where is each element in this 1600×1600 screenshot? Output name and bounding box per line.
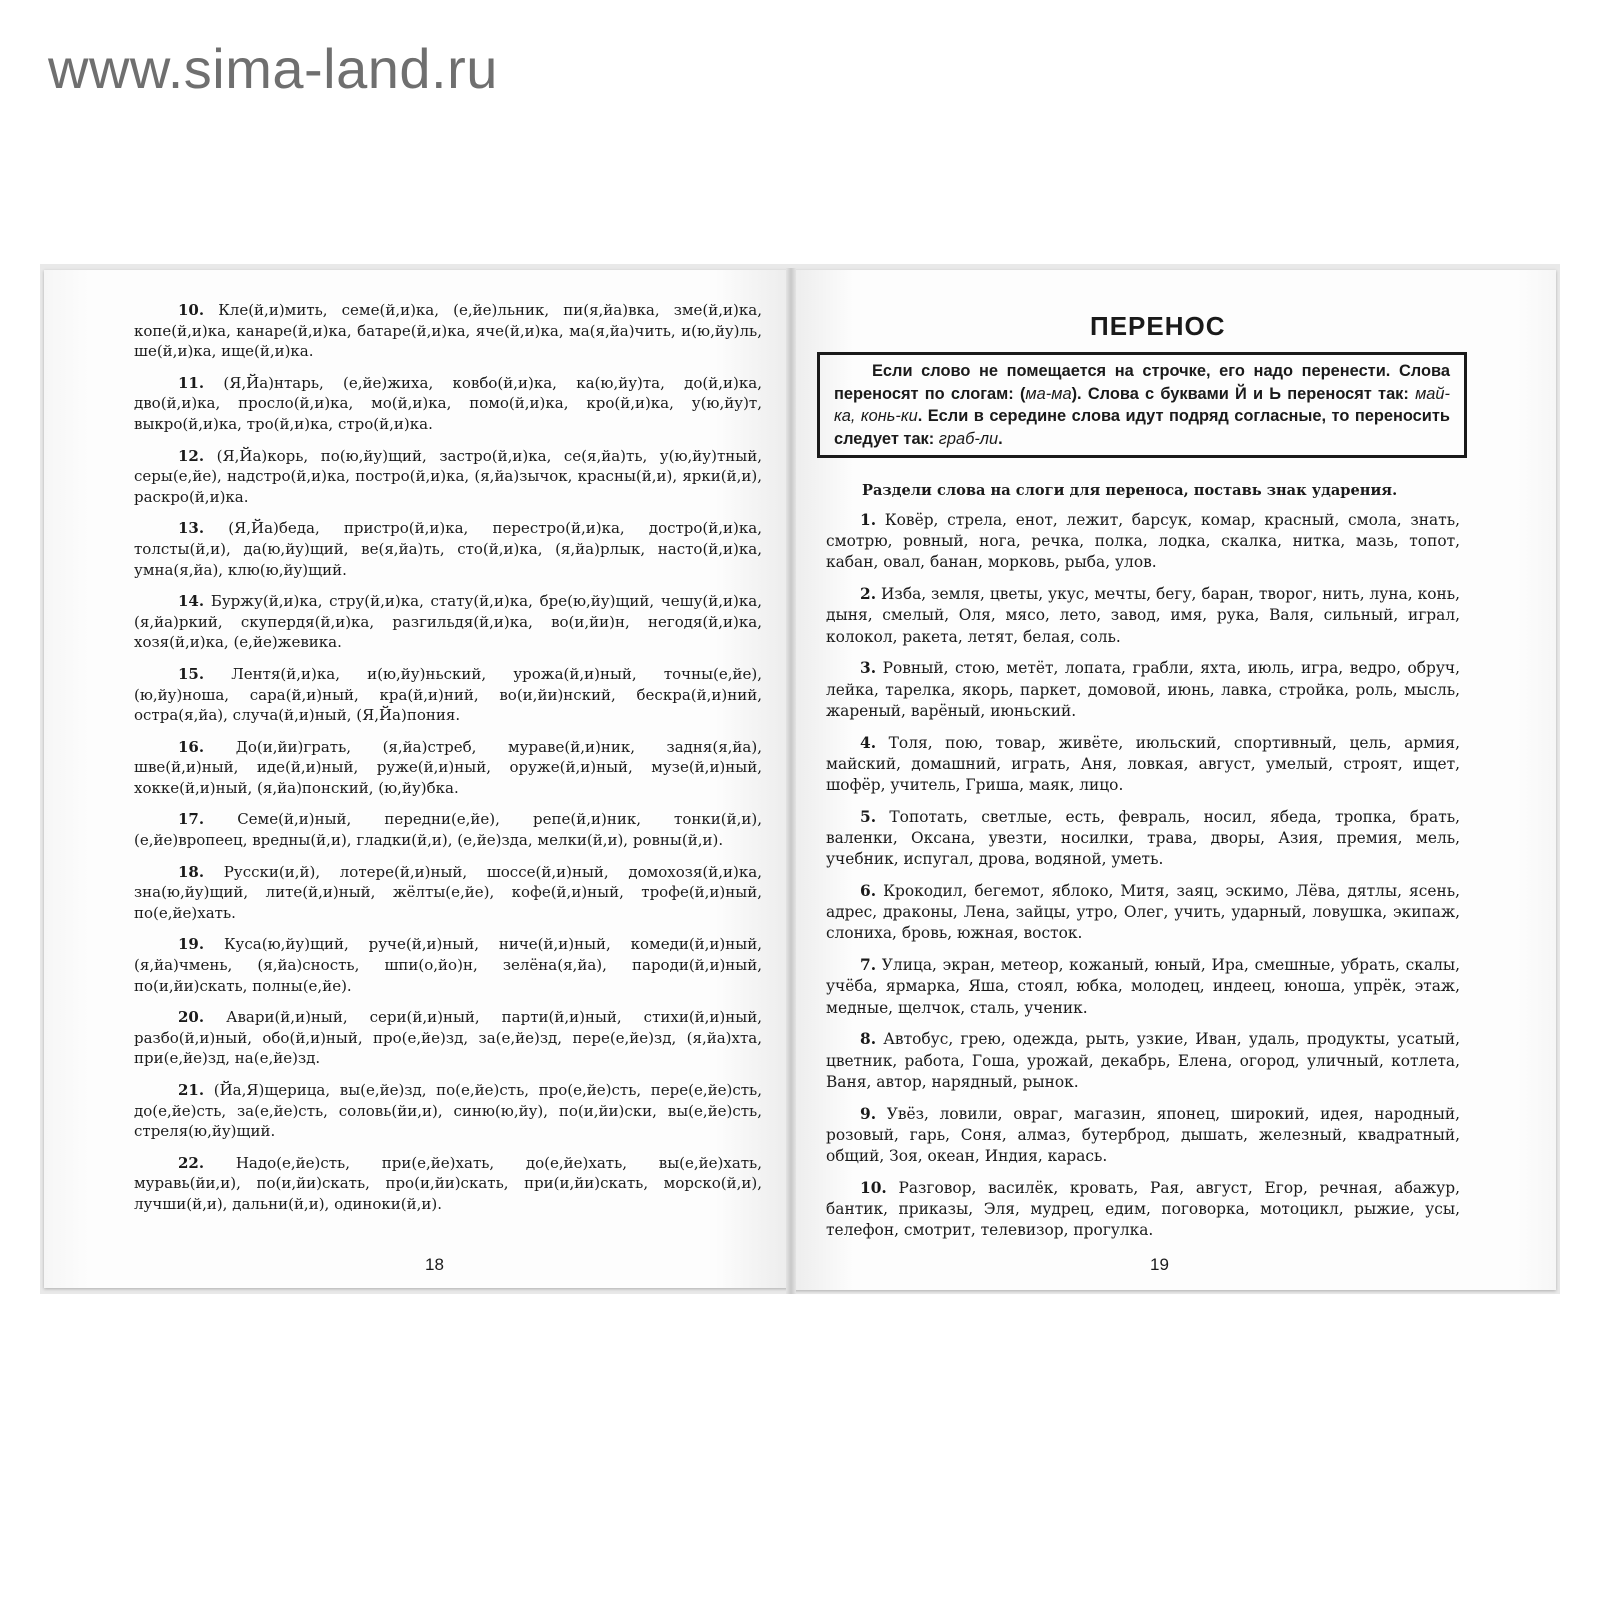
exercise-number: 7. [860, 956, 877, 975]
exercise-number: 16. [178, 737, 205, 756]
exercise [134, 1153, 762, 1215]
exercise-text: Изба, земля, цветы, укус, мечты, бегу, баран, творог, нить, луна, конь, дыня, смелый, Оля, мясо, лето, завод, имя, рука, Валя, сильный, играл, колокол, ракета, летят, белая, соль. [826, 585, 1460, 646]
exercise-text: Надо(е,йе)сть, при(е,йе)хать, до(е,йе)хать, вы(е,йе)хать, муравь(йи,и), по(и,йи)скать, про(и,йи)скать, при(и,йи)скать, морско(й,и), лучши(й,и), дальни(й,и), одиноки(й,и). [134, 1153, 762, 1213]
exercise [826, 807, 1460, 871]
exercise [826, 955, 1460, 1019]
exercise-text: (Я,Йа)беда, пристро(й,и)ка, перестро(й,и)ка, достро(й,и)ка, толсты(й,и), да(ю,йу)щий, ве(я,йа)ть, сто(й,и)ка, (я,йа)рлык, насто(й,и)ка, умна(я,йа), клю(ю,йу)щий. [134, 519, 762, 579]
rule-example: ма-ма [1025, 384, 1072, 403]
exercise-number: 10. [178, 301, 205, 319]
page-heading: ПЕРЕНОС [1090, 311, 1226, 341]
rule-text: ). Слова с буквами Й и Ь переносят так: [1071, 384, 1416, 403]
rule-text: Если слово не помещается на строчке, его надо перенести. Слова переносят по слогам: ( [834, 362, 1450, 403]
exercise-text: Куса(ю,йу)щий, руче(й,и)ный, ниче(й,и)ный, комеди(й,и)ный, (я,йа)чмень, (я,йа)сность, шпи(о,йо)н, зелёна(я,йа), пароди(й,и)ный, по(и,йи)скать, полны(е,йе). [134, 935, 762, 995]
exercise-number: 1. [860, 511, 877, 529]
exercise [826, 584, 1460, 648]
exercise [134, 1007, 762, 1069]
exercise-text: До(и,йи)грать, (я,йа)стреб, мураве(й,и)ник, задня(я,йа), шве(й,и)ный, иде(й,и)ный, руже(й,и)ный, оруже(й,и)ный, музе(й,и)ный, хокке(й,и)ный, (я,йа)понский, (ю,йу)бка. [134, 737, 762, 797]
exercise-text: Лентя(й,и)ка, и(ю,йу)ньский, урожа(й,и)ный, точны(е,йе), (ю,йу)ноша, сара(й,и)ный, кра(й,и)ний, во(и,йи)нский, бескра(й,и)ний, остра(я,йа), случа(й,и)ный, (Я,Йа)пония. [134, 664, 762, 725]
exercise-text: Авари(й,и)ный, сери(й,и)ный, парти(й,и)ный, стихи(й,и)ный, разбо(й,и)ный, обо(й,и)ный, про(е,йе)зд, за(е,йе)зд, пере(е,йе)зд, (я,йа)хта, при(е,йе)зд, на(е,йе)зд. [134, 1008, 762, 1068]
exercise-number: 9. [860, 1104, 877, 1123]
exercise [826, 658, 1460, 722]
exercise [134, 446, 762, 508]
left-exercise-list [134, 300, 762, 1226]
exercise [134, 518, 762, 580]
exercise-number: 22. [178, 1153, 205, 1172]
rule-text: . [998, 429, 1003, 448]
exercise [134, 300, 762, 362]
exercise [134, 809, 762, 850]
exercise-number: 5. [860, 807, 877, 826]
exercise-text: Кле(й,и)мить, семе(й,и)ка, (е,йе)льник, пи(я,йа)вка, зме(й,и)ка, копе(й,и)ка, канаре(й,и)ка, батаре(й,и)ка, яче(й,и)ка, ма(я,йа)чить, и(ю,йу)ль, ше(й,и)ка, ище(й,и)ка. [134, 301, 762, 361]
exercise [134, 862, 762, 924]
exercise [134, 737, 762, 799]
exercise-text: (Я,Йа)корь, по(ю,йу)щий, застро(й,и)ка, се(я,йа)ть, у(ю,йу)тный, серы(е,йе), надстро(й,и)ка, постро(й,и)ка, (я,йа)зычок, красны(й,и), ярки(й,и), раскро(й,и)ка. [134, 446, 762, 506]
exercise-text: (Йа,Я)щерица, вы(е,йе)зд, по(е,йе)сть, про(е,йе)сть, пере(е,йе)сть, до(е,йе)сть, за(е,йе)сть, соловь(йи,и), синю(ю,йу), по(и,йи)ски, вы(е,йе)сть, стреля(ю,йу)щий. [134, 1081, 762, 1141]
exercise [134, 1080, 762, 1142]
exercise-number: 19. [178, 935, 205, 954]
page-number-left: 18 [425, 1255, 444, 1274]
exercise-number: 3. [860, 659, 877, 678]
exercise-text: Разговор, василёк, кровать, Рая, август, Егор, речная, абажур, бантик, приказы, Эля, мудрец, едим, поговорка, мотоцикл, рыжие, усы, телефон, смотрит, телевизор, прогулка. [826, 1178, 1460, 1240]
exercise [134, 934, 762, 996]
exercise-text: (Я,Йа)нтарь, (е,йе)жиха, ковбо(й,и)ка, ка(ю,йу)та, до(й,и)ка, дво(й,и)ка, просло(й,и)ка, мо(й,и)ка, помо(й,и)ка, кро(й,и)ка, у(ю,йу)т, выкро(й,и)ка, тро(й,и)ка, стро(й,и)ка. [134, 373, 762, 433]
exercise-number: 8. [860, 1030, 877, 1049]
exercise-text: Увёз, ловили, овраг, магазин, японец, широкий, идея, народный, розовый, гарь, Соня, алмаз, бутерброд, дышать, железный, квадратный, общий, Зоя, океан, Индия, карась. [826, 1104, 1460, 1166]
exercise-number: 10. [860, 1178, 887, 1197]
exercise [134, 373, 762, 435]
exercise-text: Улица, экран, метеор, кожаный, юный, Ира, смешные, убрать, скалы, учёба, ярмарка, Яша, стоял, юбка, молодец, индеец, юноша, упрёк, этаж, медные, щелчок, сталь, ученик. [826, 956, 1460, 1017]
exercise [826, 1029, 1460, 1093]
right-exercise-list [826, 510, 1460, 1252]
exercise-number: 6. [860, 882, 877, 901]
exercise [826, 1104, 1460, 1168]
exercise-text: Топотать, светлые, есть, февраль, носил, ябеда, тропка, брать, валенки, Оксана, увезти, носилки, трава, дворы, Азия, премия, мель, учебник, испугал, дрова, водяной, уметь. [826, 807, 1460, 869]
book-spine [786, 268, 796, 1294]
rule-example: граб-ли [938, 429, 999, 448]
rule-text: . Если в середине слова идут подряд согласные, то переносить следует так: [834, 407, 1450, 448]
exercise-text: Толя, пою, товар, живёте, июльский, спортивный, цель, армия, майский, домашний, играть, Аня, ловкая, август, умелый, строят, ищет, шофёр, учитель, Гриша, маяк, лицо. [826, 733, 1460, 795]
exercise [826, 510, 1460, 574]
exercise [826, 1178, 1460, 1242]
exercise-text: Семе(й,и)ный, передни(е,йе), репе(й,и)ник, тонки(й,и), (е,йе)вропеец, вредны(й,и), гладки(й,и), (е,йе)зда, мелки(й,и), ровны(й,и). [134, 810, 762, 850]
watermark: www.sima-land.ru [48, 37, 498, 100]
exercise-text: Русски(и,й), лотере(й,и)ный, шоссе(й,и)ный, домохозя(й,и)ка, зна(ю,йу)щий, лите(й,и)ный, жёлты(е,йе), кофе(й,и)ный, трофе(й,и)ный, по(е,йе)хать. [134, 862, 762, 922]
exercise-text: Ровный, стою, метёт, лопата, грабли, яхта, июль, игра, ведро, обруч, лейка, тарелка, якорь, паркет, домовой, июнь, лавка, стройка, роль, мысль, жареный, варёный, июньский. [826, 659, 1460, 720]
exercise-number: 14. [178, 592, 205, 611]
exercise-number: 12. [178, 446, 205, 465]
exercise-number: 15. [178, 664, 205, 683]
exercise-number: 21. [178, 1081, 205, 1099]
exercise-number: 2. [860, 585, 877, 604]
rule-example: май-ка, конь-ки [834, 384, 1450, 425]
exercise-text: Автобус, грею, одежда, рыть, узкие, Иван, удаль, продукты, усатый, цветник, работа, Гоша, урожай, декабрь, Елена, огород, уличный, котлета, Ваня, автор, нарядный, рынок. [826, 1030, 1460, 1091]
exercise-number: 20. [178, 1008, 205, 1027]
exercise-number: 11. [178, 373, 205, 392]
exercise [134, 664, 762, 726]
rule-box [817, 352, 1467, 458]
exercise-number: 18. [178, 862, 205, 881]
exercise-text: Буржу(й,и)ка, стру(й,и)ка, стату(й,и)ка, бре(ю,йу)щий, чешу(й,и)ка, (я,йа)ркий, скупердя(й,и)ка, разгильдя(й,и)ка, во(и,йи)н, негодя(й,и)ка, хозя(й,и)ка, (е,йе)жевика. [134, 592, 762, 652]
exercise-text: Крокодил, бегемот, яблоко, Митя, заяц, эскимо, Лёва, дятлы, ясень, адрес, драконы, Лена, зайцы, утро, Олег, учить, ударный, ловушка, экипаж, слониха, бровь, южная, восток. [826, 882, 1460, 943]
exercise [826, 881, 1460, 945]
exercise-number: 17. [178, 810, 205, 829]
exercise-number: 13. [178, 519, 205, 538]
page-number-right: 19 [1150, 1255, 1169, 1274]
exercise [134, 591, 762, 653]
exercise [826, 733, 1460, 797]
task-title: Раздели слова на слоги для переноса, поставь знак ударения. [862, 482, 1398, 499]
exercise-text: Ковёр, стрела, енот, лежит, барсук, комар, красный, смола, знать, смотрю, ровный, нога, речка, полка, лодка, скалка, нитка, мазь, топот, кабан, овал, банан, морковь, рыба, улов. [826, 511, 1460, 572]
exercise-number: 4. [860, 733, 877, 752]
